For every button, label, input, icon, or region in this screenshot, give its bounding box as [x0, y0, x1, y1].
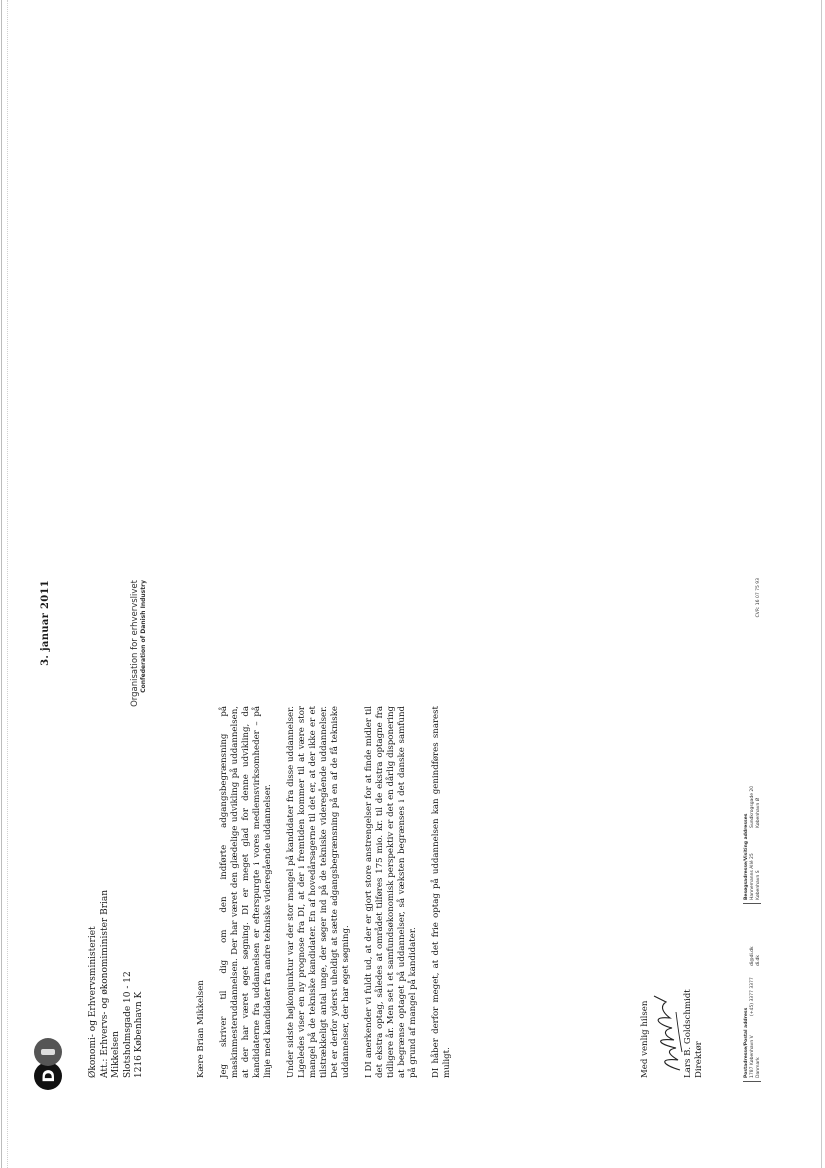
- rotated-letter: [0, 560, 775, 1120]
- footer-cvr: CVR: 16 07 75 93: [756, 578, 761, 618]
- footer-visit-line: Sundkrogsgade 20: [750, 785, 755, 828]
- recipient-line: Att.: Erhvervs- og økonomiminister Brian: [99, 889, 110, 1078]
- letter-body: [196, 706, 465, 1078]
- signer-title: Direktør: [694, 1041, 704, 1078]
- organization-name-english: Confederation of Danish Industry: [140, 580, 147, 693]
- recipient-line: Mikkelsen: [111, 1031, 121, 1078]
- body-paragraph: I DI anerkender vi fuldt ud, at der er gjort store anstrengelser for at finde midler til det ekstra optag, således at området tilføres 175 mio. kr. til de ekstra optagne fra tidligere år. Men set i et samfundsøkonomisk perspektiv er det en dårlig disponering at begrænse optaget på uddannelser, så væksten begrænses i det danske samfund på grund af mangel på kandidater.: [364, 706, 418, 1078]
- footer-visiting-2: [750, 786, 762, 828]
- signer-block: [683, 989, 705, 1078]
- salutation: Kære Brian Mikkelsen: [196, 980, 206, 1078]
- footer-postal-line: Danmark: [756, 1057, 761, 1078]
- recipient-address: [88, 890, 146, 1078]
- body-paragraph: Under sidste højkonjunktur var der stor mangel på kandidater fra disse uddannelser. Ligeledes viser en ny prognose fra DI, at der i fremtiden kommer til at være stor mangel på de tekniske kandidater. En af hovedårsagerne til det er, at der ikke er et tilstrækkeligt antal unge, der søger ind på de tekniske videregående uddannelser. Det er derfor yderst uheldigt at sætte adgangsbegrænsning på en af de få tekniske uddannelser, der har øget søgning.: [286, 706, 351, 1078]
- footer-postal-heading: Postadresse/Postal address: [744, 1007, 749, 1078]
- footer-visit-line: København S: [756, 870, 761, 900]
- footer-divider: [743, 1081, 761, 1082]
- footer-visit-line: København Ø: [756, 797, 761, 828]
- organization-name-danish: Organisation for erhvervslivet: [130, 580, 140, 707]
- organization-tagline: [130, 580, 147, 707]
- recipient-line: Slotsholmsgade 10 - 12: [122, 971, 133, 1078]
- footer-web: [750, 946, 762, 966]
- di-logo-d-icon: D: [34, 1062, 62, 1090]
- recipient-line: Økonomi- og Erhvervsministeriet: [88, 926, 98, 1078]
- footer-postal: [744, 1008, 762, 1078]
- footer-postal-line: 1787 København V: [750, 1035, 755, 1078]
- body-paragraph: DI håber derfor meget, at det frie optag på uddannelsen kan genindføres snarest muligt.: [431, 706, 452, 1078]
- body-paragraph: Jeg skriver til dig om den indførte adgangsbegrænsning på maskinmesteruddannelsen. Der har været den glædelige udvikling på uddannelsen, at der har været øget søgning. DI er meget glad for denne udvikling, da kandidaterne fra uddannelsen er efterspurgte i vores medlemsvirksomheder – på linje med kandidater fra andre tekniske videregående uddannelser.: [219, 706, 273, 1078]
- letter-page: [0, 560, 775, 1120]
- di-logo: [34, 1038, 62, 1090]
- letter-date: 3. januar 2011: [40, 580, 51, 666]
- footer-website: di.dk: [756, 955, 761, 966]
- di-logo-i-icon: [34, 1038, 62, 1066]
- footer-divider: [743, 903, 761, 904]
- recipient-line: 1216 København K: [134, 991, 144, 1078]
- signer-name: Lars B. Goldschmidt: [683, 989, 693, 1078]
- closing: Med venlig hilsen: [640, 1000, 650, 1078]
- footer-phone: (+45) 3377 3377: [750, 977, 755, 1016]
- footer-email: di@di.dk: [750, 946, 755, 966]
- page-edge-right: [821, 0, 822, 1168]
- footer-visit-line: Hannemanns Allé 25: [750, 853, 755, 900]
- footer-visiting-heading: Besøgsadresse/Visiting addresses: [744, 813, 749, 900]
